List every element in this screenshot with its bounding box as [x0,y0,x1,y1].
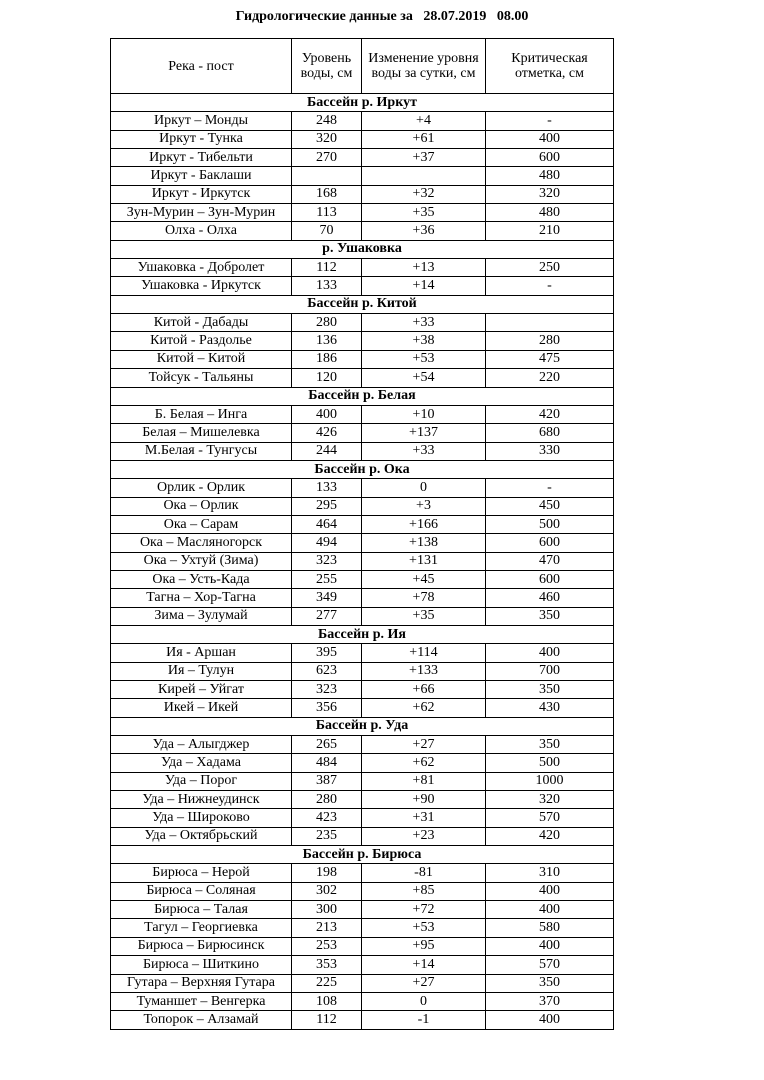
cell-water-level: 494 [292,534,362,552]
cell-water-level: 395 [292,644,362,662]
cell-water-level: 133 [292,479,362,497]
cell-water-level: 277 [292,607,362,625]
cell-water-level: 320 [292,130,362,148]
cell-river-post: Иркут - Иркутск [111,185,292,203]
cell-critical-mark: 600 [486,534,614,552]
cell-critical-mark: 250 [486,259,614,277]
cell-critical-mark: 600 [486,149,614,167]
cell-river-post: Ия – Тулун [111,662,292,680]
section-title: Бассейн р. Уда [111,717,614,735]
table-row [111,130,614,148]
cell-river-post: Белая – Мишелевка [111,424,292,442]
cell-river-post: Иркут - Тибельти [111,149,292,167]
section-title: Бассейн р. Бирюса [111,846,614,864]
cell-critical-mark: 400 [486,1011,614,1029]
table-row [111,919,614,937]
table-row [111,259,614,277]
cell-level-change: +10 [362,405,486,423]
cell-river-post: Ока – Сарам [111,515,292,533]
cell-water-level: 168 [292,185,362,203]
cell-water-level: 323 [292,552,362,570]
cell-level-change: +4 [362,112,486,130]
cell-river-post: Туманшет – Венгерка [111,992,292,1010]
table-row [111,754,614,772]
cell-water-level: 112 [292,1011,362,1029]
cell-level-change: +61 [362,130,486,148]
cell-water-level: 270 [292,149,362,167]
cell-level-change: +35 [362,607,486,625]
cell-level-change: +54 [362,369,486,387]
cell-critical-mark: 370 [486,992,614,1010]
header-river-post: Река - пост [111,39,292,94]
header-row [111,39,614,94]
cell-water-level [292,167,362,185]
cell-water-level: 265 [292,736,362,754]
cell-river-post: Бирюса – Талая [111,901,292,919]
cell-critical-mark: 280 [486,332,614,350]
table-row [111,699,614,717]
table-row [111,479,614,497]
table-row [111,332,614,350]
cell-critical-mark [486,314,614,332]
cell-level-change: +138 [362,534,486,552]
cell-water-level: 225 [292,974,362,992]
cell-critical-mark: 570 [486,809,614,827]
table-row [111,112,614,130]
cell-water-level: 198 [292,864,362,882]
cell-level-change: +53 [362,919,486,937]
cell-critical-mark: - [486,479,614,497]
section-title: Бассейн р. Китой [111,295,614,313]
cell-water-level: 387 [292,772,362,790]
table-row [111,772,614,790]
table-row [111,736,614,754]
cell-water-level: 213 [292,919,362,937]
cell-level-change: +90 [362,791,486,809]
cell-level-change: +33 [362,442,486,460]
cell-critical-mark: 400 [486,901,614,919]
table-row [111,937,614,955]
cell-critical-mark: 460 [486,589,614,607]
table-body [111,94,614,1030]
table-row [111,277,614,295]
cell-critical-mark: 570 [486,956,614,974]
cell-critical-mark: 350 [486,736,614,754]
cell-level-change: +131 [362,552,486,570]
cell-river-post: Ока – Орлик [111,497,292,515]
cell-level-change: +81 [362,772,486,790]
cell-level-change: -1 [362,1011,486,1029]
cell-river-post: Топорок – Алзамай [111,1011,292,1029]
table-row [111,809,614,827]
cell-critical-mark: 680 [486,424,614,442]
cell-water-level: 255 [292,570,362,588]
section-header-row [111,94,614,112]
cell-river-post: Тагул – Георгиевка [111,919,292,937]
table-row [111,442,614,460]
document-title: Гидрологические данные за 28.07.2019 08.00 [235,9,529,24]
cell-level-change: 0 [362,479,486,497]
cell-water-level: 349 [292,589,362,607]
section-header-row [111,295,614,313]
cell-level-change: +37 [362,149,486,167]
cell-river-post: Орлик - Орлик [111,479,292,497]
cell-critical-mark: 480 [486,167,614,185]
cell-critical-mark: 1000 [486,772,614,790]
cell-critical-mark: 430 [486,699,614,717]
cell-level-change: +38 [362,332,486,350]
cell-river-post: Ока – Масляногорск [111,534,292,552]
cell-level-change: +85 [362,882,486,900]
section-header-row [111,717,614,735]
cell-water-level: 302 [292,882,362,900]
cell-river-post: Ока – Ухтуй (Зима) [111,552,292,570]
cell-water-level: 295 [292,497,362,515]
cell-water-level: 400 [292,405,362,423]
cell-water-level: 113 [292,204,362,222]
table-row [111,644,614,662]
cell-water-level: 423 [292,809,362,827]
cell-water-level: 484 [292,754,362,772]
section-title: р. Ушаковка [111,240,614,258]
cell-level-change: +133 [362,662,486,680]
cell-water-level: 280 [292,314,362,332]
cell-critical-mark: 350 [486,681,614,699]
table-row [111,369,614,387]
table-row [111,827,614,845]
cell-river-post: Олха - Олха [111,222,292,240]
cell-river-post: Уда – Широково [111,809,292,827]
cell-river-post: Бирюса – Нерой [111,864,292,882]
table-row [111,901,614,919]
cell-river-post: Ия - Аршан [111,644,292,662]
table-row [111,534,614,552]
cell-river-post: Икей – Икей [111,699,292,717]
cell-water-level: 356 [292,699,362,717]
cell-level-change: 0 [362,992,486,1010]
header-level-change: Изменение уровня воды за сутки, см [362,39,486,94]
hydrology-table [110,38,614,1030]
table-row [111,570,614,588]
section-header-row [111,240,614,258]
table-row [111,681,614,699]
table-row [111,314,614,332]
cell-river-post: Зун-Мурин – Зун-Мурин [111,204,292,222]
cell-level-change: +14 [362,277,486,295]
cell-critical-mark: 400 [486,937,614,955]
cell-critical-mark: 310 [486,864,614,882]
cell-water-level: 623 [292,662,362,680]
cell-river-post: Гутара – Верхняя Гутара [111,974,292,992]
cell-river-post: Зима – Зулумай [111,607,292,625]
cell-water-level: 136 [292,332,362,350]
cell-critical-mark: 400 [486,882,614,900]
table-row [111,662,614,680]
cell-level-change: +114 [362,644,486,662]
cell-level-change: +31 [362,809,486,827]
cell-level-change: +95 [362,937,486,955]
cell-level-change: +166 [362,515,486,533]
table-row [111,882,614,900]
cell-river-post: Б. Белая – Инга [111,405,292,423]
cell-river-post: Уда – Октябрьский [111,827,292,845]
cell-water-level: 248 [292,112,362,130]
cell-water-level: 108 [292,992,362,1010]
cell-critical-mark: 420 [486,405,614,423]
cell-water-level: 280 [292,791,362,809]
table-row [111,956,614,974]
cell-river-post: Уда – Порог [111,772,292,790]
cell-critical-mark: 220 [486,369,614,387]
table-row [111,864,614,882]
cell-river-post: Уда – Хадама [111,754,292,772]
cell-water-level: 70 [292,222,362,240]
cell-critical-mark: 400 [486,130,614,148]
cell-river-post: Ока – Усть-Када [111,570,292,588]
cell-critical-mark: 420 [486,827,614,845]
cell-critical-mark: 500 [486,515,614,533]
cell-level-change: +33 [362,314,486,332]
cell-water-level: 186 [292,350,362,368]
table-row [111,552,614,570]
cell-level-change: +137 [362,424,486,442]
cell-critical-mark: 600 [486,570,614,588]
table-row [111,992,614,1010]
cell-river-post: Иркут – Монды [111,112,292,130]
cell-river-post: Уда – Нижнеудинск [111,791,292,809]
cell-water-level: 244 [292,442,362,460]
table-row [111,497,614,515]
cell-critical-mark: 470 [486,552,614,570]
cell-river-post: Тагна – Хор-Тагна [111,589,292,607]
cell-critical-mark: 320 [486,185,614,203]
table-row [111,607,614,625]
cell-river-post: Кирей – Уйгат [111,681,292,699]
table-row [111,791,614,809]
cell-critical-mark: 480 [486,204,614,222]
cell-river-post: Ушаковка - Иркутск [111,277,292,295]
header-water-level: Уровень воды, см [292,39,362,94]
cell-water-level: 323 [292,681,362,699]
table-row [111,424,614,442]
cell-water-level: 235 [292,827,362,845]
cell-level-change: +62 [362,754,486,772]
cell-water-level: 112 [292,259,362,277]
table-row [111,589,614,607]
table-row [111,167,614,185]
cell-water-level: 300 [292,901,362,919]
cell-river-post: Бирюса – Бирюсинск [111,937,292,955]
cell-level-change: +27 [362,974,486,992]
cell-critical-mark: 330 [486,442,614,460]
cell-critical-mark: 210 [486,222,614,240]
cell-river-post: Иркут - Баклаши [111,167,292,185]
cell-level-change: +53 [362,350,486,368]
cell-river-post: Китой - Дабады [111,314,292,332]
table-row [111,185,614,203]
header-critical-mark: Критическая отметка, см [486,39,614,94]
cell-critical-mark: - [486,112,614,130]
cell-level-change: +62 [362,699,486,717]
cell-level-change: -81 [362,864,486,882]
cell-critical-mark: 700 [486,662,614,680]
table-row [111,149,614,167]
cell-water-level: 133 [292,277,362,295]
cell-river-post: Бирюса – Шиткино [111,956,292,974]
table-row [111,1011,614,1029]
cell-river-post: Китой – Китой [111,350,292,368]
table-row [111,350,614,368]
cell-river-post: М.Белая - Тунгусы [111,442,292,460]
cell-level-change [362,167,486,185]
cell-critical-mark: - [486,277,614,295]
cell-critical-mark: 500 [486,754,614,772]
section-header-row [111,846,614,864]
cell-level-change: +23 [362,827,486,845]
cell-level-change: +35 [362,204,486,222]
cell-level-change: +72 [362,901,486,919]
cell-level-change: +78 [362,589,486,607]
cell-level-change: +36 [362,222,486,240]
section-title: Бассейн р. Ия [111,625,614,643]
cell-water-level: 353 [292,956,362,974]
section-title: Бассейн р. Ока [111,460,614,478]
cell-critical-mark: 580 [486,919,614,937]
cell-critical-mark: 350 [486,974,614,992]
cell-river-post: Тойсук - Тальяны [111,369,292,387]
section-title: Бассейн р. Белая [111,387,614,405]
cell-level-change: +3 [362,497,486,515]
cell-level-change: +14 [362,956,486,974]
cell-critical-mark: 450 [486,497,614,515]
cell-level-change: +13 [362,259,486,277]
cell-critical-mark: 320 [486,791,614,809]
table-row [111,204,614,222]
table-row [111,222,614,240]
table-row [111,515,614,533]
cell-river-post: Бирюса – Соляная [111,882,292,900]
section-header-row [111,460,614,478]
cell-water-level: 120 [292,369,362,387]
cell-water-level: 426 [292,424,362,442]
cell-critical-mark: 400 [486,644,614,662]
cell-river-post: Уда – Алыгджер [111,736,292,754]
cell-water-level: 253 [292,937,362,955]
table-row [111,405,614,423]
cell-level-change: +32 [362,185,486,203]
cell-water-level: 464 [292,515,362,533]
section-title: Бассейн р. Иркут [111,94,614,112]
cell-critical-mark: 350 [486,607,614,625]
cell-level-change: +27 [362,736,486,754]
cell-level-change: +66 [362,681,486,699]
cell-river-post: Ушаковка - Добролет [111,259,292,277]
cell-river-post: Иркут - Тунка [111,130,292,148]
cell-level-change: +45 [362,570,486,588]
table-row [111,974,614,992]
cell-critical-mark: 475 [486,350,614,368]
section-header-row [111,625,614,643]
cell-river-post: Китой - Раздолье [111,332,292,350]
section-header-row [111,387,614,405]
